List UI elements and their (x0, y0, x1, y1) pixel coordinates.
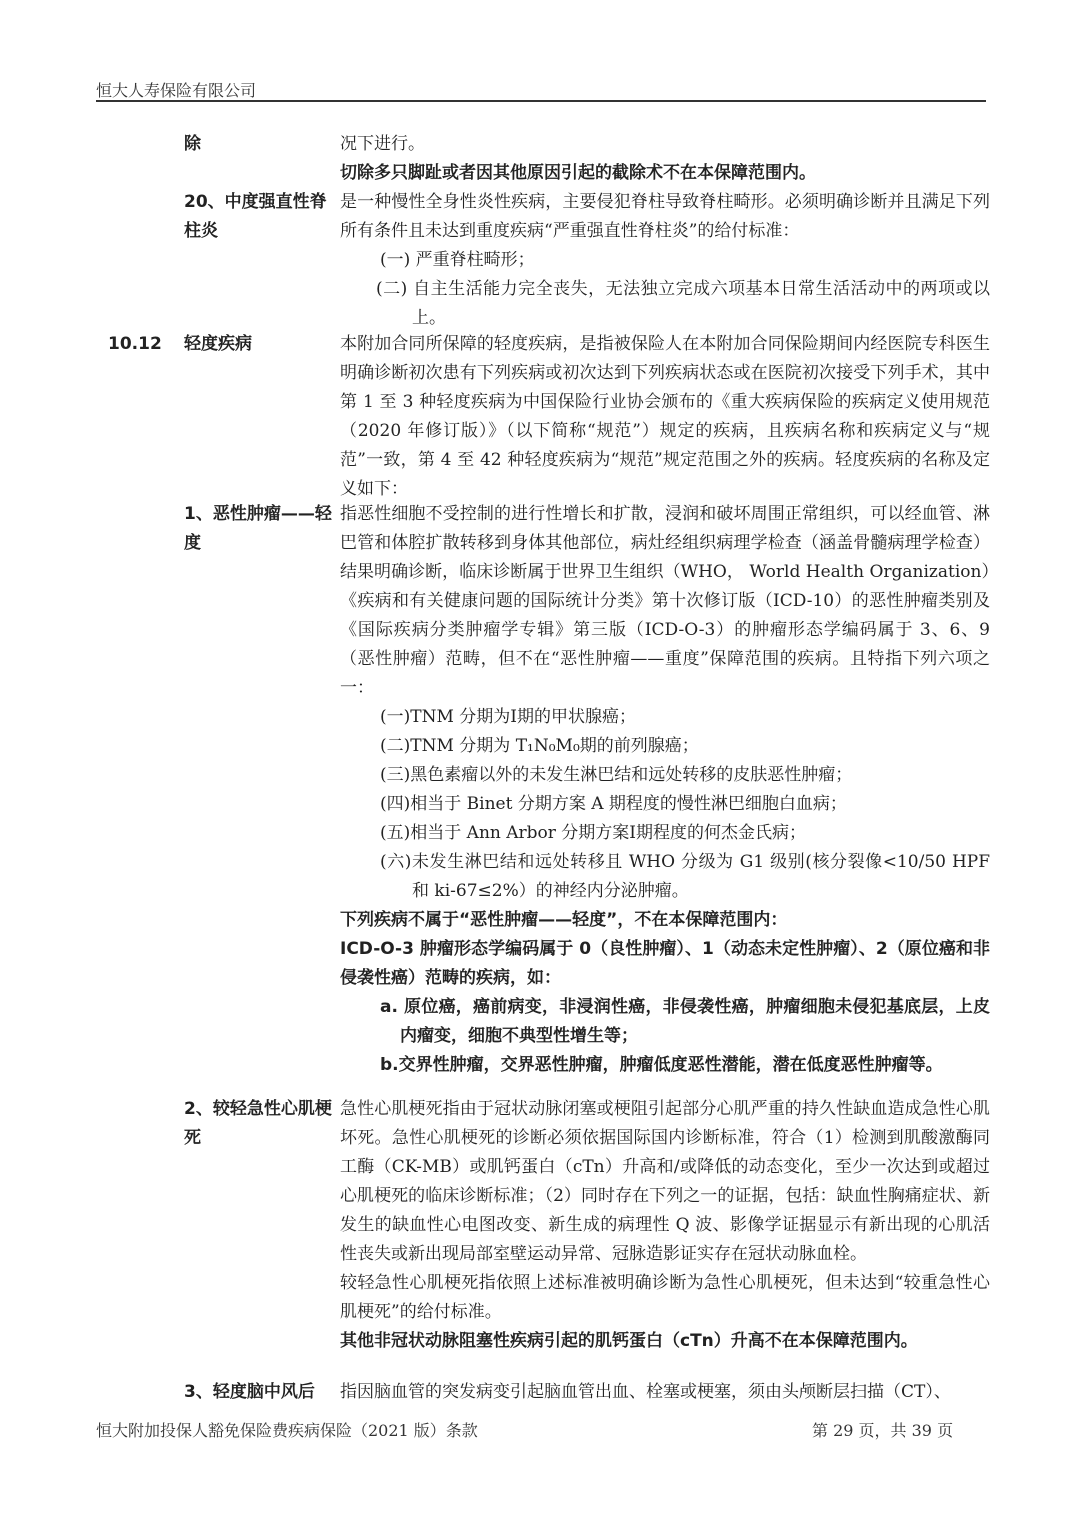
list-item: (三)黑色素瘤以外的未发生淋巴结和远处转移的皮肤恶性肿瘤； (380, 765, 853, 785)
footer-page-number: 第 29 页，共 39 页 (812, 1421, 954, 1440)
body-text: 指恶性细胞不受控制的进行性增长和扩散，浸润和破坏周围正常组织，可以经血管、淋巴管和体腔扩散转移到身体其他部位，病灶经组织病理学检查（涵盖骨髓病理学检查）结果明确诊断，临床诊断属于世界卫生组织（WHO， World Health Organization）《疾病和有关健康问题的国际统计分类》第十次修订版（ICD-10）的恶性肿瘤类别及《国际疾病分类肿瘤学专辑》第三版（ICD-O-3）的肿瘤形态学编码属于 3、6、9（恶性肿瘤）范畴，但不在“恶性肿瘤——重度”保障范围的疾病。且特指下列六项之一： (340, 504, 990, 698)
section-3 (96, 1378, 990, 1407)
list-item: (五)相当于 Ann Arbor 分期方案Ⅰ期程度的何杰金氏病； (380, 823, 807, 843)
section-10-12 (96, 330, 990, 504)
term-label: 20、中度强直性脊柱炎 (184, 192, 327, 241)
exclusion-title: 下列疾病不属于“恶性肿瘤——轻度”，不在本保障范围内： (340, 910, 788, 930)
section-1 (96, 500, 990, 1080)
page-header-company: 恒大人寿保险有限公司 (96, 81, 257, 100)
section-2 (96, 1095, 990, 1356)
body-text: 较轻急性心肌梗死指依照上述标准被明确诊断为急性心肌梗死，但未达到“较重急性心肌梗死”的给付标准。 (340, 1273, 990, 1322)
list-item: (二) 自主生活能力完全丧失，无法独立完成六项基本日常生活活动中的两项或以上。 (376, 279, 990, 328)
exclusion-item: a. 原位癌，癌前病变，非浸润性癌，非侵袭性癌，肿瘤细胞未侵犯基底层，上皮内瘤变，细胞不典型性增生等； (380, 997, 990, 1046)
list-item: (四)相当于 Binet 分期方案 A 期程度的慢性淋巴细胞白血病； (380, 794, 847, 814)
exclusion-text: 其他非冠状动脉阻塞性疾病引起的肌钙蛋白（cTn）升高不在本保障范围内。 (340, 1331, 918, 1351)
body-text: 急性心肌梗死指由于冠状动脉闭塞或梗阻引起部分心肌严重的持久性缺血造成急性心肌坏死。急性心肌梗死的诊断必须依据国际国内诊断标准，符合（1）检测到肌酸激酶同工酶（CK-MB）或肌钙蛋白（cTn）升高和/或降低的动态变化，至少一次达到或超过心肌梗死的临床诊断标准；（2）同时存在下列之一的证据，包括：缺血性胸痛症状、新发生的缺血性心电图改变、新生成的病理性 Q 波、影像学证据显示有新出现的心肌活性丧失或新出现局部室壁运动异常、冠脉造影证实存在冠状动脉血栓。 (340, 1099, 990, 1264)
exclusion-text: ICD-O-3 肿瘤形态学编码属于 0（良性肿瘤）、1（动态未定性肿瘤）、2（原位癌和非侵袭性癌）范畴的疾病，如： (340, 939, 990, 988)
term-label: 除 (184, 134, 201, 154)
list-item: (一)TNM 分期为Ⅰ期的甲状腺癌； (380, 707, 637, 727)
list-item: (一) 严重脊柱畸形； (380, 250, 535, 270)
term-label: 3、轻度脑中风后 (184, 1382, 315, 1402)
body-text: 是一种慢性全身性炎性疾病，主要侵犯脊柱导致脊柱畸形。必须明确诊断并且满足下列所有条件且未达到重度疾病“严重强直性脊柱炎”的给付标准： (340, 192, 990, 241)
clause-number: 10.12 (108, 334, 162, 354)
body-text: 况下进行。 (340, 134, 425, 154)
body-text: 本附加合同所保障的轻度疾病，是指被保险人在本附加合同保险期间内经医院专科医生明确诊断初次患有下列疾病或初次达到下列疾病状态或在医院初次接受下列手术，其中第 1 至 3 种轻度疾病为中国保险行业协会颁布的《重大疾病保险的疾病定义使用规范（2020 年修订版）》（以下简称“规范”）规定的疾病，且疾病名称和疾病定义与“规范”一致，第 4 至 42 种轻度疾病为“规范”规定范围之外的疾病。轻度疾病的名称及定义如下： (340, 334, 990, 499)
section-amputation-tail (96, 130, 990, 188)
term-label: 轻度疾病 (184, 334, 252, 354)
section-20 (96, 188, 990, 333)
term-label: 1、恶性肿瘤——轻度 (184, 504, 332, 553)
body-text: 指因脑血管的突发病变引起脑血管出血、栓塞或梗塞，须由头颅断层扫描（CT）、 (340, 1382, 951, 1402)
exclusion-text: 切除多只脚趾或者因其他原因引起的截除术不在本保障范围内。 (340, 163, 816, 183)
exclusion-item: b.交界性肿瘤，交界恶性肿瘤，肿瘤低度恶性潜能，潜在低度恶性肿瘤等。 (380, 1055, 943, 1075)
term-label: 2、较轻急性心肌梗死 (184, 1099, 332, 1148)
list-item: (二)TNM 分期为 T₁N₀M₀期的前列腺癌； (380, 736, 699, 756)
footer-title: 恒大附加投保人豁免保险费疾病保险（2021 版）条款 (96, 1421, 478, 1440)
header-divider (96, 100, 986, 102)
list-item: (六)未发生淋巴结和远处转移且 WHO 分级为 G1 级别(核分裂像<10/50 HPF 和 ki-67≤2%）的神经内分泌肿瘤。 (380, 852, 990, 901)
